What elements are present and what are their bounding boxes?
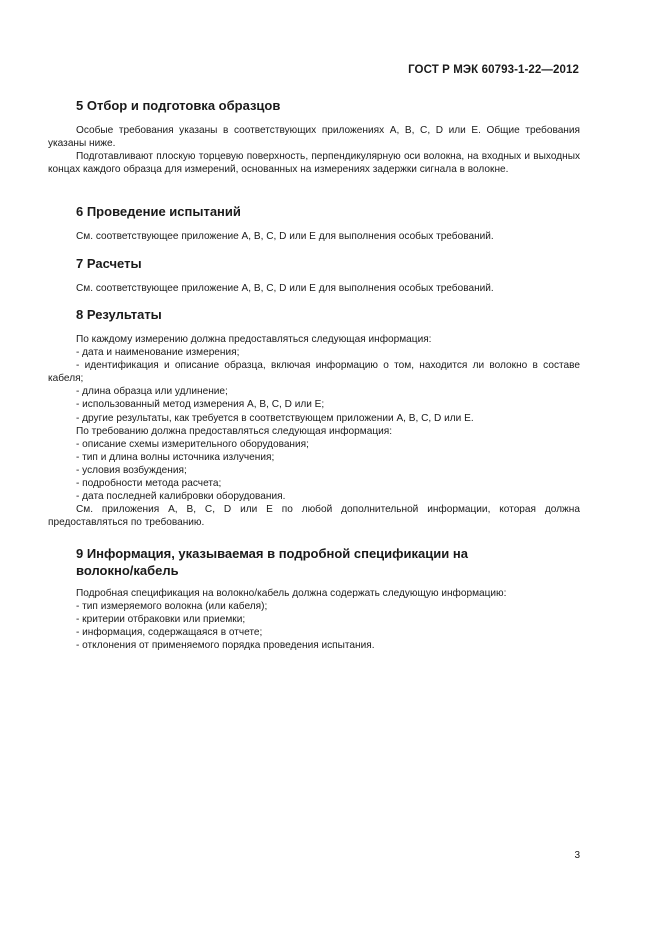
section-6-title: 6 Проведение испытаний	[76, 204, 241, 219]
list-item: - использованный метод измерения A, B, C, D или E;	[76, 399, 325, 411]
section-6-paragraph-1: См. соответствующее приложение A, B, C, D или E для выполнения особых требований.	[76, 231, 494, 242]
standard-header: ГОСТ Р МЭК 60793-1-22—2012	[408, 64, 579, 76]
list-item: - критерии отбраковки или приемки;	[76, 614, 246, 626]
section-7-title: 7 Расчеты	[76, 256, 142, 271]
list-item: - отклонения от применяемого порядка проведения испытания.	[76, 640, 375, 652]
list-item: - длина образца или удлинение;	[76, 386, 228, 398]
section-5-paragraph-2: Подготавливают плоскую торцевую поверхность, перпендикулярную оси волокна, на входных и выходных концах каждого образца для измерений, основанных на измерениях задержки сигнала в волокне.	[48, 151, 580, 176]
list-item: - тип измеряемого волокна (или кабеля);	[76, 601, 268, 613]
list-item: - условия возбуждения;	[76, 464, 187, 476]
list-item: - тип и длина волны источника излучения;	[76, 451, 275, 463]
section-9-title	[76, 545, 580, 579]
list-item: - информация, содержащаяся в отчете;	[76, 627, 263, 639]
list-item: - дата последней калибровки оборудования.	[76, 491, 286, 503]
section-6	[48, 203, 580, 243]
list-item: - подробности метода расчета;	[76, 478, 222, 490]
list-item: - идентификация и описание образца, включая информацию о том, находится ли волокно в составе кабеля;	[48, 360, 580, 385]
section-9	[48, 545, 580, 652]
list-item: - дата и наименование измерения;	[76, 347, 240, 359]
section-5	[48, 97, 580, 176]
section-8-intro-2: По требованию должна предоставляться следующая информация:	[76, 425, 393, 437]
section-8-intro-1: По каждому измерению должна предоставляться следующая информация:	[76, 334, 432, 345]
list-item: - описание схемы измерительного оборудования;	[76, 438, 309, 450]
section-8-note: См. приложения A, B, C, D или E по любой дополнительной информации, которая должна предоставляться по требованию.	[48, 504, 580, 529]
section-7-paragraph-1: См. соответствующее приложение A, B, C, D или E для выполнения особых требований.	[76, 283, 494, 294]
section-9-title-line-1: 9 Информация, указываемая в подробной спецификации на	[76, 546, 468, 561]
list-item: - другие результаты, как требуется в соответствующем приложении A, B, C, D или E.	[76, 412, 474, 424]
section-9-title-line-2: волокно/кабель	[76, 563, 179, 578]
section-5-title: 5 Отбор и подготовка образцов	[76, 98, 281, 113]
section-8-title: 8 Результаты	[76, 307, 162, 322]
section-7	[48, 255, 580, 295]
section-8	[48, 306, 580, 529]
section-5-paragraph-1: Особые требования указаны в соответствующих приложениях A, B, C, D или E. Общие требования указаны ниже.	[48, 125, 580, 150]
section-9-intro: Подробная спецификация на волокно/кабель должна содержать следующую информацию:	[76, 588, 507, 599]
page-number: 3	[574, 850, 580, 861]
